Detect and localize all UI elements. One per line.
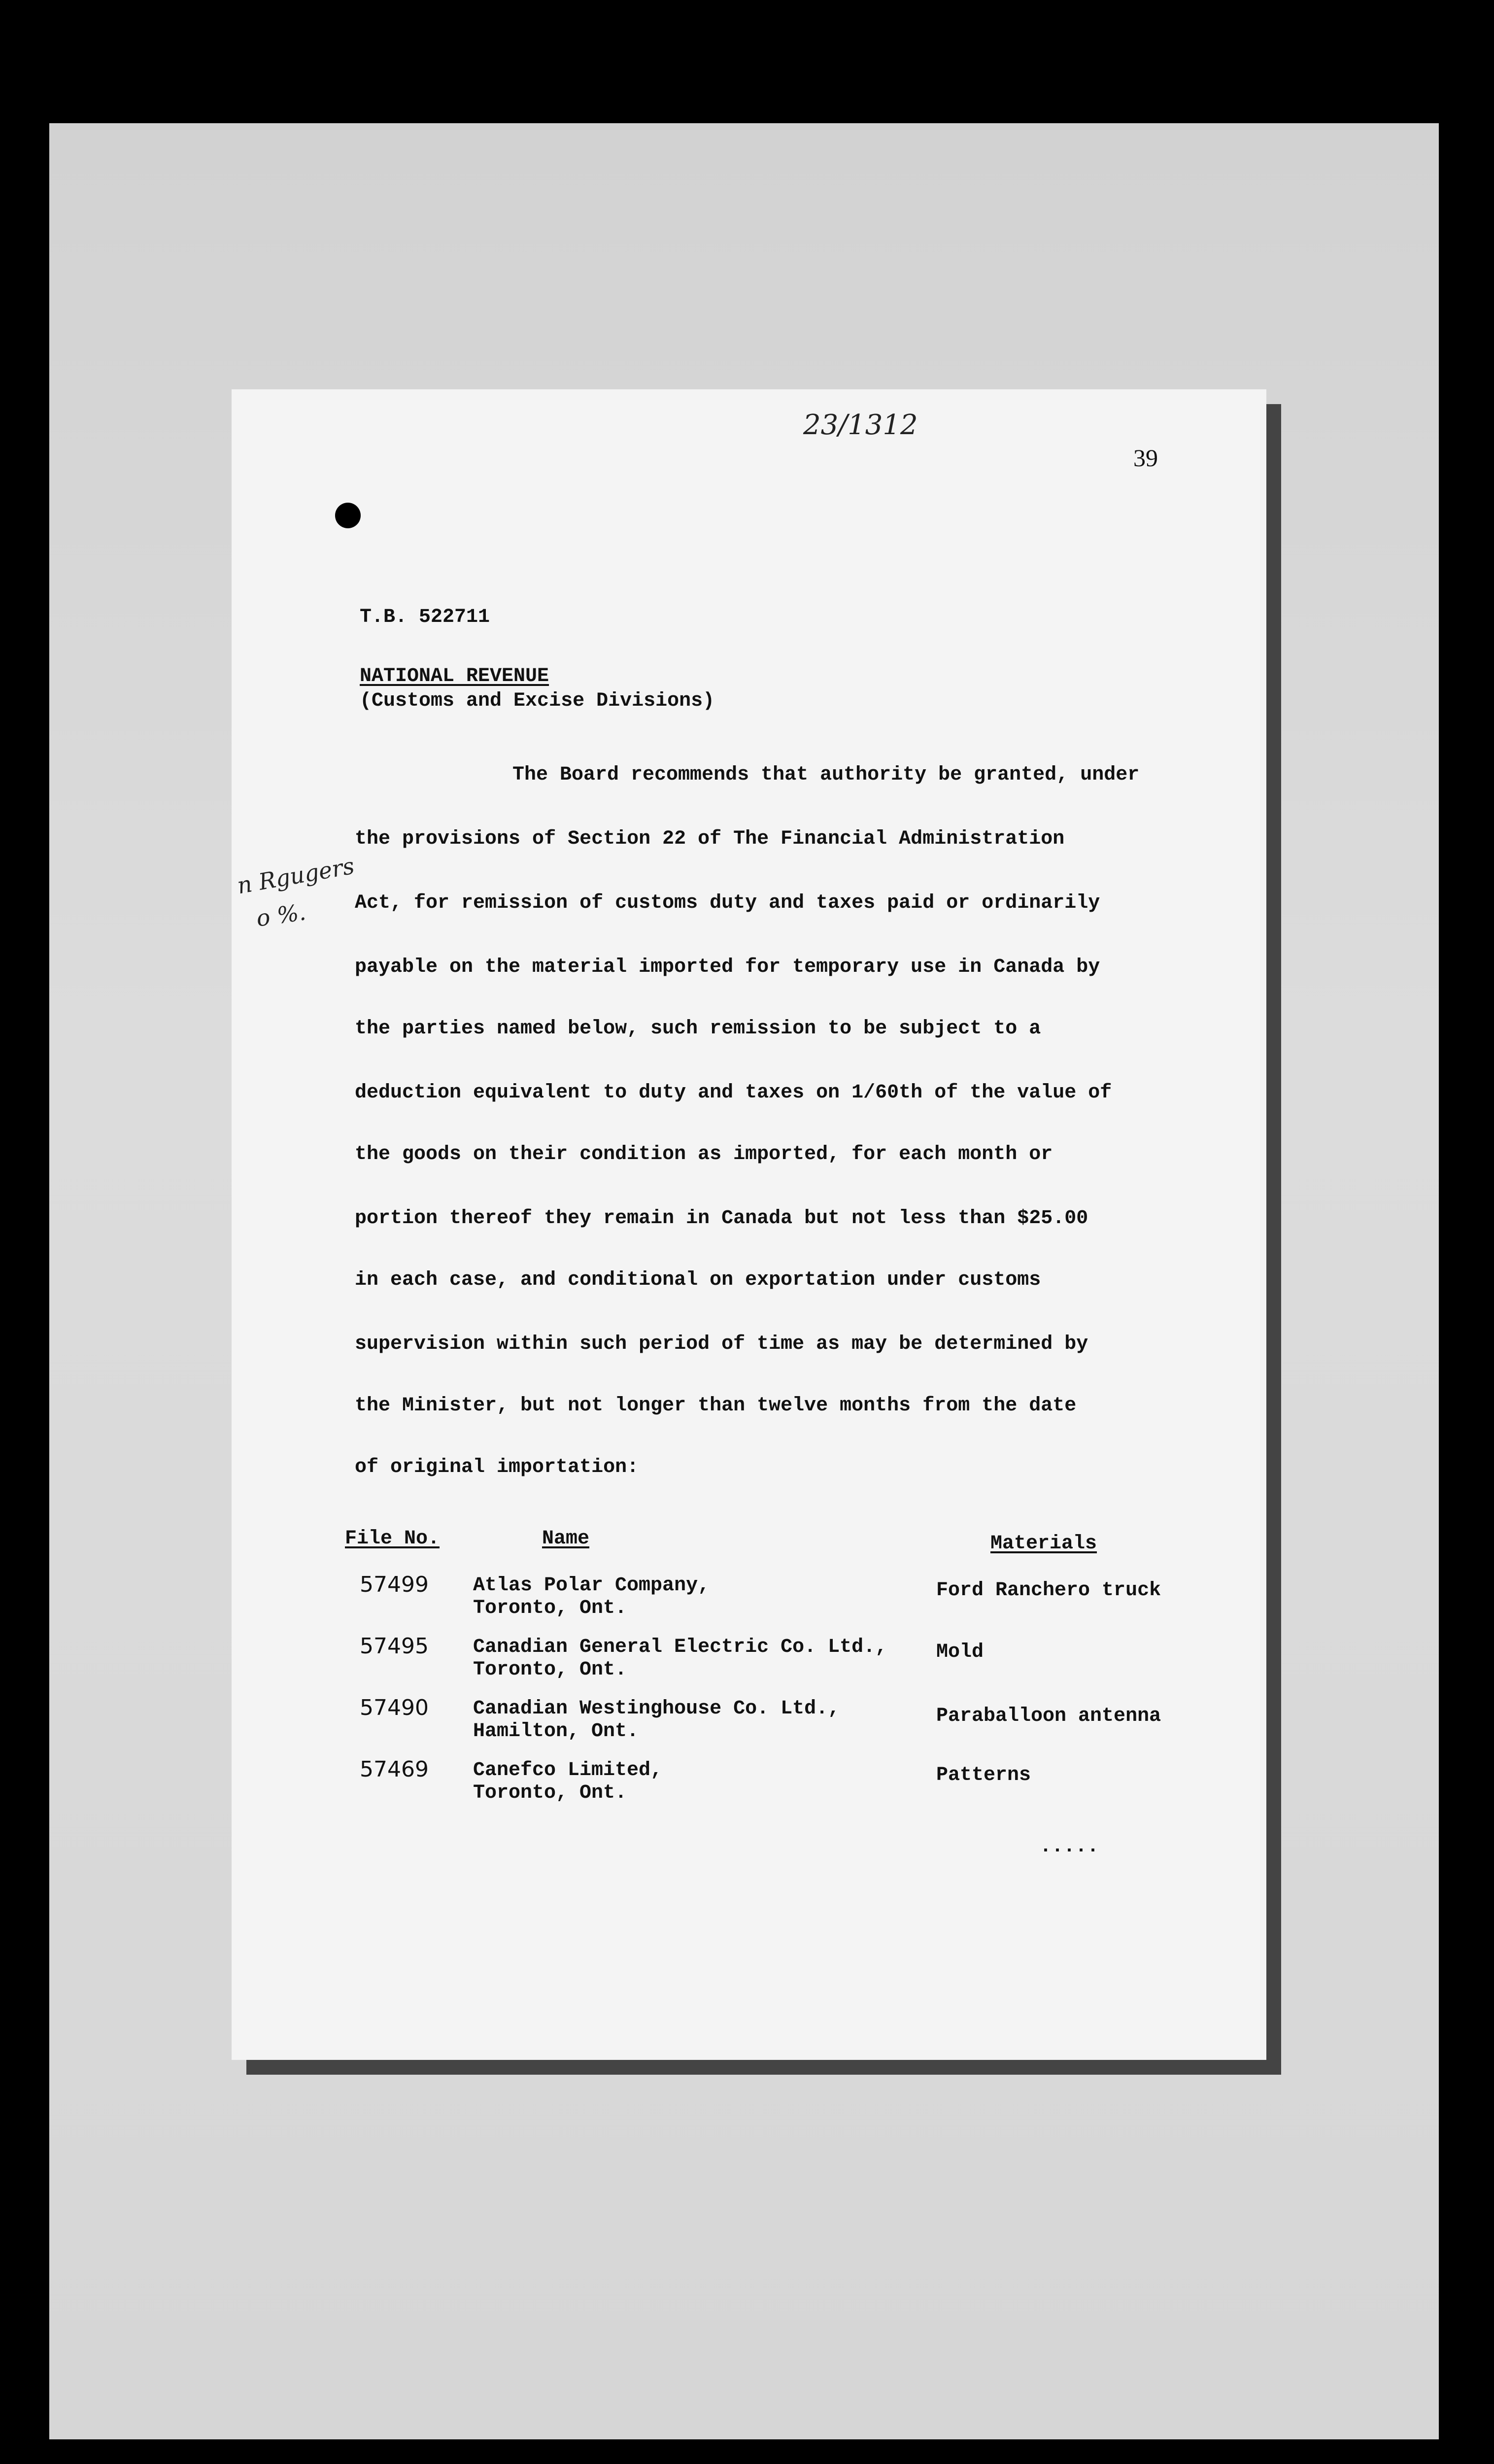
body-line: the goods on their condition as imported, for each month or <box>355 1143 1053 1165</box>
row-file-no: 57490 <box>360 1695 429 1720</box>
row-location: Toronto, Ont. <box>473 1659 627 1681</box>
body-line: Act, for remission of customs duty and taxes paid or ordinarily <box>355 892 1100 914</box>
header-file-no: File No. <box>345 1528 440 1550</box>
body-line: payable on the material imported for temporary use in Canada by <box>355 956 1100 978</box>
row-name: Canefco Limited, <box>473 1759 663 1781</box>
body-line: in each case, and conditional on exportation under customs <box>355 1269 1041 1291</box>
body-line: the parties named below, such remission to be subject to a <box>355 1018 1041 1040</box>
tb-number: T.B. 522711 <box>360 606 490 628</box>
margin-note: n Rgugers <box>235 852 357 899</box>
page-number: 39 <box>1133 444 1158 472</box>
body-line: deduction equivalent to duty and taxes on 1/60th of the value of <box>355 1082 1112 1104</box>
row-file-no: 57469 <box>360 1757 429 1782</box>
row-location: Toronto, Ont. <box>473 1597 627 1619</box>
row-location: Toronto, Ont. <box>473 1782 627 1804</box>
body-line: the provisions of Section 22 of The Financial Administration <box>355 828 1065 850</box>
header-name: Name <box>542 1528 590 1550</box>
row-name: Canadian Westinghouse Co. Ltd., <box>473 1698 840 1720</box>
handwritten-reference: 23/1312 <box>803 409 918 441</box>
body-line: the Minister, but not longer than twelve months from the date <box>355 1395 1077 1417</box>
body-line: supervision within such period of time as may be determined by <box>355 1333 1088 1355</box>
continuation-dots: ..... <box>1040 1836 1099 1858</box>
row-file-no: 57495 <box>360 1634 429 1659</box>
row-material: Paraballoon antenna <box>936 1705 1161 1727</box>
row-material: Patterns <box>936 1764 1031 1786</box>
row-location: Hamilton, Ont. <box>473 1720 639 1743</box>
document-page <box>232 389 1266 2060</box>
header-materials: Materials <box>990 1533 1097 1555</box>
row-name: Canadian General Electric Co. Ltd., <box>473 1636 887 1658</box>
row-name: Atlas Polar Company, <box>473 1574 710 1597</box>
body-line: portion thereof they remain in Canada but not less than $25.00 <box>355 1207 1088 1230</box>
punch-hole <box>335 503 361 528</box>
row-material: Ford Ranchero truck <box>936 1579 1161 1602</box>
department-title: NATIONAL REVENUE <box>360 665 549 687</box>
margin-note-2: o %. <box>254 898 307 932</box>
body-line: of original importation: <box>355 1456 639 1478</box>
row-material: Mold <box>936 1641 984 1663</box>
body-line: The Board recommends that authority be granted, under <box>512 764 1140 786</box>
department-subtitle: (Customs and Excise Divisions) <box>360 690 715 712</box>
row-file-no: 57499 <box>360 1572 429 1597</box>
